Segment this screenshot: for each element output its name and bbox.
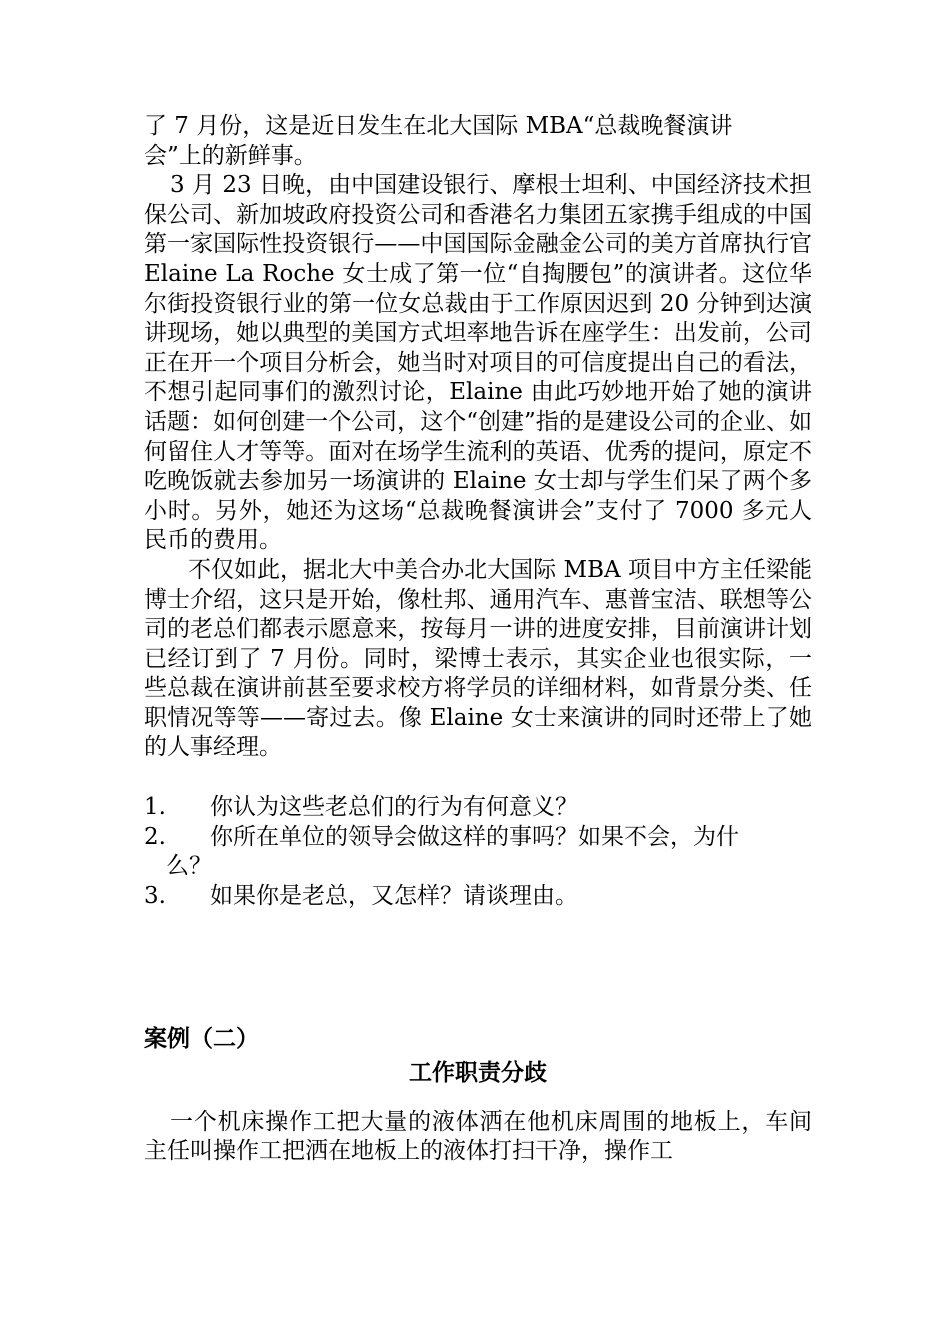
intro-line-1: 了 7 月份，这是近日发生在北大国际 MBA“总裁晚餐演讲 <box>144 113 733 139</box>
question-text: 你认为这些老总们的行为有何意义？ <box>210 794 578 821</box>
question-item <box>144 823 812 853</box>
question-number: 1. <box>144 794 166 821</box>
case-title: 工作职责分歧 <box>409 1059 547 1087</box>
question-number: 3. <box>144 882 166 909</box>
question-text: 你所在单位的领导会做这样的事吗？如果不会，为什 <box>210 823 739 850</box>
paragraph-mba-program: 不仅如此，据北大中美合办北大国际 MBA 项目中方主任梁能博士介绍，这只是开始，像杜邦、通用汽车、惠普宝洁、联想等公司的老总们都表示愿意来，按每月一讲的进度安排，目前演讲计划已经订到了 7 月份。同时，梁博士表示，其实企业也很实际，一些总裁在演讲前甚至要求校方将学员的详细材料，如背景分类、任职情况等等——寄过去。像 Elaine 女士来演讲的同时还带上了她的人事经理。 <box>144 556 812 761</box>
question-number: 2. <box>144 823 166 850</box>
paragraph-intro-tail <box>144 112 812 171</box>
question-item <box>144 882 812 912</box>
intro-line-2: 会”上的新鲜事。 <box>144 142 317 169</box>
paragraph-case-two: 一个机床操作工把大量的液体洒在他机床周围的地板上，车间主任叫操作工把洒在地板上的液体打扫干净，操作工 <box>144 1108 812 1165</box>
question-text: 如果你是老总，又怎样？请谈理由。 <box>210 882 578 909</box>
paragraph-lecture-event: 3 月 23 日晚，由中国建设银行、摩根士坦利、中国经济技术担保公司、新加坡政府投资公司和香港名力集团五家携手组成的中国第一家国际性投资银行——中国国际金融金公司的美方首席执行官 Elaine La Roche 女士成了第一位“自掏腰包”的演讲者。这位华尔街投资银行业的第一位女总裁由于工作原因迟到 20 分钟到达演讲现场，她以典型的美国方式坦率地告诉在座学生：出发前，公司正在开一个项目分析会，她当时对项目的可信度提出自己的看法，不想引起同事们的激烈讨论，Elaine 由此巧妙地开始了她的演讲话题：如何创建一个公司，这个“创建”指的是建设公司的企业、如何留住人才等等。面对在场学生流利的英语、优秀的提问，原定不吃晚饭就去参加另一场演讲的 Elaine 女士却与学生们呆了两个多小时。另外，她还为这场“总裁晚餐演讲会”支付了 7000 多元人民币的费用。 <box>144 172 812 554</box>
question-text-continuation: 么？ <box>166 853 212 880</box>
discussion-questions <box>144 793 812 911</box>
question-item <box>144 793 812 823</box>
document-page <box>144 112 812 1167</box>
case-heading: 案例（二） <box>144 1025 259 1053</box>
